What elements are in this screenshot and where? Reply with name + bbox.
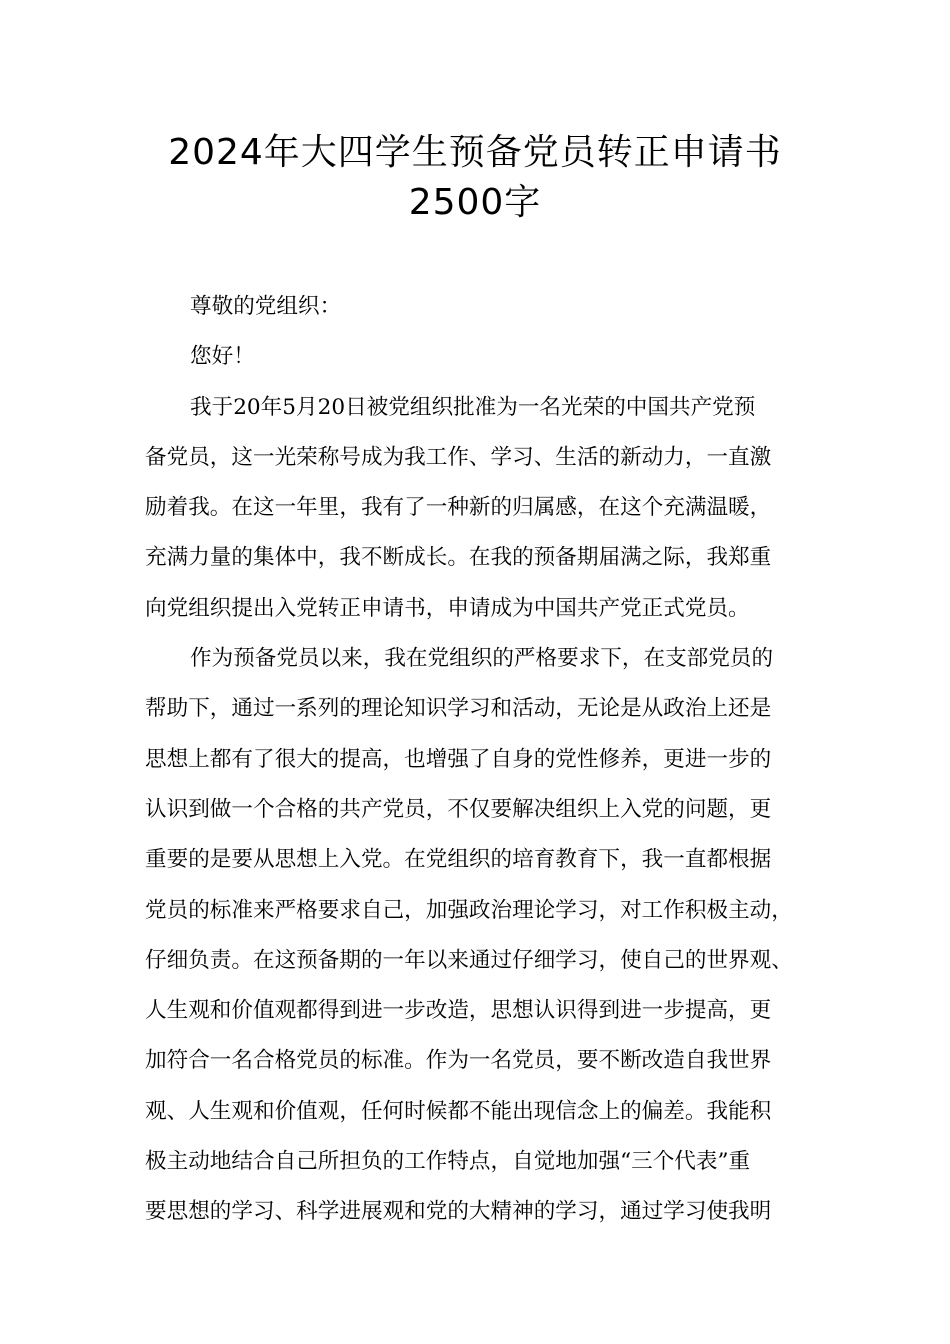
text-line: 思想上都有了很大的提高，也增强了自身的党性修养，更进一步的 xyxy=(145,746,772,772)
title-line-1: 2024年大四学生预备党员转正申请书 xyxy=(168,132,782,173)
text-line: 向党组织提出入党转正申请书，申请成为中国共产党正式党员。 xyxy=(145,595,750,621)
text-line: 党员的标准来严格要求自己，加强政治理论学习，对工作积极主动， xyxy=(145,897,793,923)
text-line: 重要的是要从思想上入党。在党组织的培育教育下，我一直都根据 xyxy=(145,847,772,873)
text-line: 仔细负责。在这预备期的一年以来通过仔细学习，使自己的世界观、 xyxy=(145,947,793,973)
text-line: 观、人生观和价值观，任何时候都不能出现信念上的偏差。我能积 xyxy=(145,1098,772,1124)
text-line: 人生观和价值观都得到进一步改造，思想认识得到进一步提高，更 xyxy=(145,998,772,1024)
document-body xyxy=(145,282,817,1238)
text-line: 帮助下，通过一系列的理论知识学习和活动，无论是从政治上还是 xyxy=(145,696,772,722)
text-line: 您好！ xyxy=(190,344,255,370)
text-line: 认识到做一个合格的共产党员，不仅要解决组织上入党的问题，更 xyxy=(145,796,772,822)
text-line: 备党员，这一光荣称号成为我工作、学习、生活的新动力，一直激 xyxy=(145,444,772,470)
text-line: 加符合一名合格党员的标准。作为一名党员，要不断改造自我世界 xyxy=(145,1048,772,1074)
text-line: 作为预备党员以来，我在党组织的严格要求下，在支部党员的 xyxy=(190,646,774,672)
text-line: 要思想的学习、科学进展观和党的大精神的学习，通过学习使我明 xyxy=(145,1199,772,1225)
text-line: 我于20年5月20日被党组织批准为一名光荣的中国共产党预 xyxy=(190,394,756,420)
text-line: 极主动地结合自己所担负的工作特点，自觉地加强“三个代表”重 xyxy=(145,1149,751,1175)
text-line: 充满力量的集体中，我不断成长。在我的预备期届满之际，我郑重 xyxy=(145,545,772,571)
document-title xyxy=(0,128,950,228)
title-line-2: 2500字 xyxy=(408,182,542,223)
text-line: 励着我。在这一年里，我有了一种新的归属感，在这个充满温暖， xyxy=(145,495,772,521)
text-line: 尊敬的党组织： xyxy=(190,294,342,319)
